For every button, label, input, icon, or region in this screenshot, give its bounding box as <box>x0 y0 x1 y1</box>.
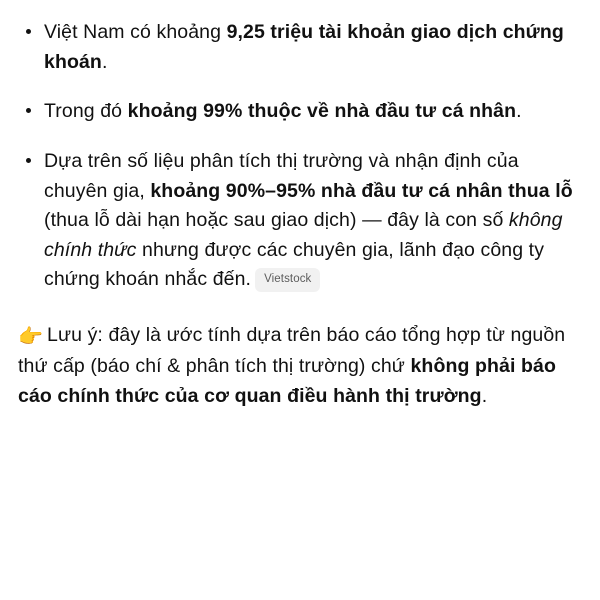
text-run: Dựa trên số liệu phân tích thị trường và nhận định của chuyên gia, <box>44 149 519 202</box>
bullet-list <box>18 18 576 295</box>
text-run: nhưng được các chuyên gia, lãnh đạo công ty chứng khoán nhắc đến. <box>44 238 545 291</box>
note-paragraph <box>18 321 576 412</box>
bullet-text <box>44 21 564 73</box>
emphasis-bold: không phải báo cáo chính thức của cơ quan điều hành thị trường <box>18 355 556 408</box>
text-run: Trong đó <box>44 100 128 123</box>
bullet-text <box>44 100 522 122</box>
bullet-individual-share <box>18 97 576 127</box>
text-run: . <box>516 100 522 123</box>
emphasis-bold: khoảng 99% thuộc về nhà đầu tư cá nhân <box>127 100 517 123</box>
text-run: . <box>481 385 488 408</box>
text-run: . <box>101 50 108 73</box>
bullet-dot-icon <box>26 29 31 34</box>
bullet-loss-estimate <box>18 147 576 295</box>
emphasis-bold: 9,25 triệu tài khoản giao dịch chứng khoán <box>44 21 564 73</box>
emphasis-bold: khoảng 90%–95% nhà đầu tư cá nhân thua lỗ <box>150 179 573 202</box>
pointing-hand-icon: 👉 <box>18 326 44 348</box>
text-run: Lưu ý: đây là ước tính dựa trên báo cáo tổng hợp từ nguồn thứ cấp (báo chí & phân tích thị trường) chứ <box>18 324 566 378</box>
text-run: (thua lỗ dài hạn hoặc sau giao dịch) — đây là con số <box>44 209 509 232</box>
note-text <box>18 324 565 407</box>
emphasis-italic: không chính thức <box>44 209 563 261</box>
text-run: Việt Nam có khoảng <box>44 21 227 43</box>
bullet-dot-icon <box>26 158 31 163</box>
source-chip[interactable]: Vietstock <box>255 268 320 292</box>
bullet-accounts <box>18 18 576 77</box>
bullet-dot-icon <box>26 108 31 113</box>
